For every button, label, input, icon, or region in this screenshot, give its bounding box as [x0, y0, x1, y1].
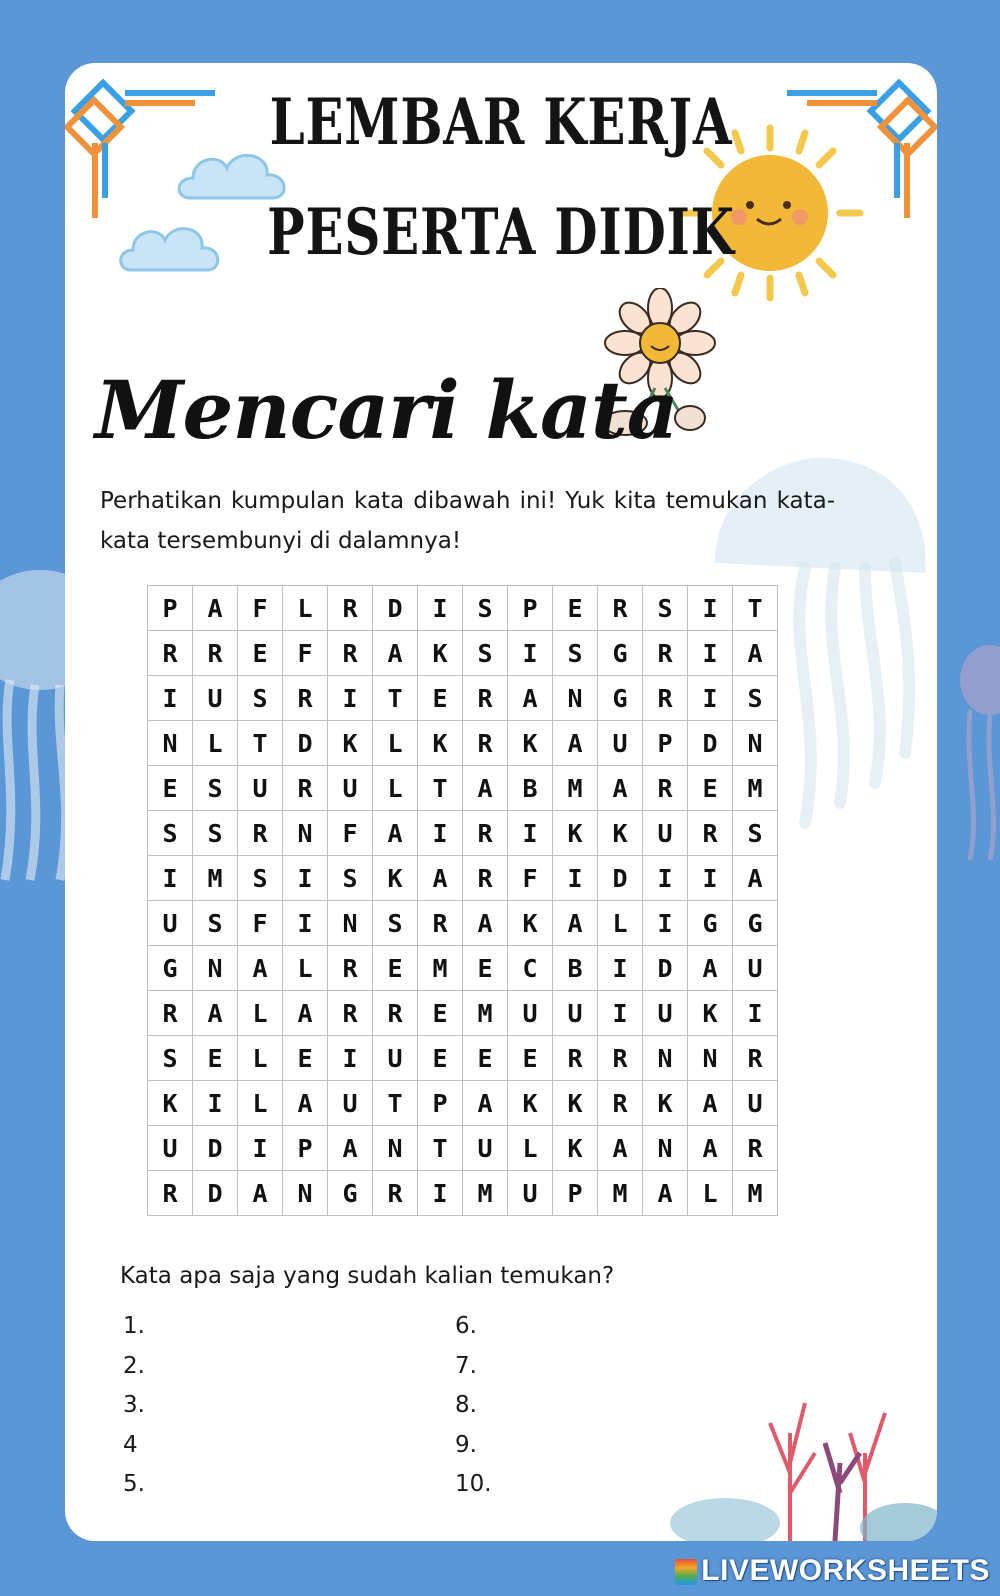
grid-cell[interactable]: D	[688, 721, 733, 766]
grid-cell[interactable]: K	[598, 811, 643, 856]
grid-cell[interactable]: I	[643, 856, 688, 901]
grid-cell[interactable]: R	[193, 631, 238, 676]
grid-cell[interactable]: R	[463, 811, 508, 856]
grid-cell[interactable]: A	[553, 901, 598, 946]
grid-cell[interactable]: R	[598, 586, 643, 631]
grid-cell[interactable]: N	[328, 901, 373, 946]
grid-cell[interactable]: R	[733, 1036, 778, 1081]
grid-row	[148, 1126, 778, 1171]
answer-line[interactable]: 1.	[123, 1313, 145, 1339]
answer-line[interactable]: 3.	[123, 1392, 145, 1418]
grid-cell[interactable]: A	[643, 1171, 688, 1216]
grid-cell[interactable]: M	[733, 766, 778, 811]
grid-cell[interactable]: U	[148, 901, 193, 946]
answer-line[interactable]: 6.	[455, 1313, 477, 1339]
grid-cell[interactable]: A	[688, 946, 733, 991]
grid-cell[interactable]: B	[508, 766, 553, 811]
grid-cell[interactable]: M	[463, 1171, 508, 1216]
grid-cell[interactable]: I	[643, 901, 688, 946]
answer-line[interactable]: 7.	[455, 1352, 477, 1379]
grid-cell[interactable]: I	[598, 946, 643, 991]
grid-cell[interactable]: K	[508, 901, 553, 946]
liveworksheets-logo-icon	[675, 1559, 697, 1585]
grid-cell[interactable]: L	[508, 1126, 553, 1171]
grid-cell[interactable]: E	[688, 766, 733, 811]
grid-cell[interactable]: E	[193, 1036, 238, 1081]
grid-row	[148, 946, 778, 991]
grid-cell[interactable]: A	[373, 631, 418, 676]
grid-cell[interactable]: G	[733, 901, 778, 946]
grid-cell[interactable]: T	[373, 676, 418, 721]
grid-cell[interactable]: U	[643, 811, 688, 856]
grid-cell[interactable]: E	[148, 766, 193, 811]
grid-cell[interactable]: G	[598, 631, 643, 676]
grid-cell[interactable]: K	[373, 856, 418, 901]
liveworksheets-watermark	[675, 1554, 990, 1588]
grid-cell[interactable]: U	[508, 1171, 553, 1216]
grid-cell[interactable]: I	[733, 991, 778, 1036]
grid-row	[148, 1171, 778, 1216]
grid-cell[interactable]: N	[373, 1126, 418, 1171]
grid-cell[interactable]: I	[283, 856, 328, 901]
grid-cell[interactable]: E	[508, 1036, 553, 1081]
grid-cell[interactable]: L	[283, 586, 328, 631]
grid-cell[interactable]: U	[553, 991, 598, 1036]
grid-cell[interactable]: K	[553, 1126, 598, 1171]
grid-cell[interactable]: T	[373, 1081, 418, 1126]
grid-cell[interactable]: I	[688, 856, 733, 901]
grid-cell[interactable]: A	[598, 766, 643, 811]
grid-cell[interactable]: L	[238, 1081, 283, 1126]
grid-cell[interactable]: N	[283, 811, 328, 856]
worksheet-title-line1: LEMBAR KERJA	[269, 85, 733, 160]
grid-cell[interactable]: P	[643, 721, 688, 766]
grid-row	[148, 631, 778, 676]
grid-cell[interactable]: L	[373, 766, 418, 811]
answer-list-left	[123, 1313, 145, 1511]
grid-row	[148, 676, 778, 721]
jellyfish-icon	[950, 640, 1000, 860]
grid-cell[interactable]: G	[598, 676, 643, 721]
grid-cell[interactable]: S	[463, 631, 508, 676]
grid-cell[interactable]: M	[598, 1171, 643, 1216]
grid-cell[interactable]: D	[373, 586, 418, 631]
grid-cell[interactable]: L	[373, 721, 418, 766]
grid-cell[interactable]: K	[508, 721, 553, 766]
grid-row	[148, 766, 778, 811]
grid-cell[interactable]: A	[463, 766, 508, 811]
grid-cell[interactable]: M	[193, 856, 238, 901]
grid-cell[interactable]: E	[373, 946, 418, 991]
grid-cell[interactable]: S	[373, 901, 418, 946]
answer-line[interactable]: 4	[123, 1431, 138, 1458]
grid-cell[interactable]: R	[463, 856, 508, 901]
answer-list-right	[455, 1313, 492, 1511]
grid-cell[interactable]: N	[148, 721, 193, 766]
grid-cell[interactable]: T	[418, 1126, 463, 1171]
grid-cell[interactable]: N	[643, 1036, 688, 1081]
grid-cell[interactable]: U	[328, 766, 373, 811]
grid-cell[interactable]: R	[643, 766, 688, 811]
grid-cell[interactable]: I	[418, 1171, 463, 1216]
grid-cell[interactable]: M	[463, 991, 508, 1036]
grid-cell[interactable]: G	[148, 946, 193, 991]
grid-cell[interactable]: E	[463, 1036, 508, 1081]
grid-cell[interactable]: T	[238, 721, 283, 766]
grid-cell[interactable]: A	[508, 676, 553, 721]
watermark-text: LIVEWORKSHEETS	[701, 1554, 990, 1587]
grid-cell[interactable]: I	[508, 811, 553, 856]
grid-cell[interactable]: A	[418, 856, 463, 901]
grid-cell[interactable]: K	[643, 1081, 688, 1126]
grid-cell[interactable]: I	[688, 676, 733, 721]
worksheet-page	[65, 63, 937, 1541]
grid-cell[interactable]: L	[283, 946, 328, 991]
activity-heading: Mencari kata	[95, 363, 678, 457]
grid-cell[interactable]: A	[193, 586, 238, 631]
grid-cell[interactable]: I	[688, 586, 733, 631]
grid-cell[interactable]: L	[688, 1171, 733, 1216]
grid-cell[interactable]: E	[418, 676, 463, 721]
grid-cell[interactable]: U	[373, 1036, 418, 1081]
grid-cell[interactable]: R	[328, 631, 373, 676]
grid-cell[interactable]: A	[283, 1081, 328, 1126]
grid-cell[interactable]: F	[238, 901, 283, 946]
grid-cell[interactable]: S	[328, 856, 373, 901]
answer-line[interactable]: 5.	[123, 1471, 145, 1497]
grid-cell[interactable]: R	[148, 1171, 193, 1216]
coral-icon	[665, 1373, 937, 1541]
grid-cell[interactable]: P	[508, 586, 553, 631]
grid-cell[interactable]: G	[328, 1171, 373, 1216]
grid-cell[interactable]: P	[283, 1126, 328, 1171]
grid-cell[interactable]: I	[598, 991, 643, 1036]
grid-cell[interactable]: A	[688, 1081, 733, 1126]
grid-cell[interactable]: E	[238, 631, 283, 676]
grid-cell[interactable]: F	[508, 856, 553, 901]
grid-row	[148, 811, 778, 856]
grid-cell[interactable]: S	[193, 766, 238, 811]
grid-row	[148, 1081, 778, 1126]
grid-cell[interactable]: A	[238, 1171, 283, 1216]
grid-cell[interactable]: S	[193, 811, 238, 856]
grid-row	[148, 721, 778, 766]
grid-cell[interactable]: I	[418, 586, 463, 631]
grid-cell[interactable]: S	[148, 1036, 193, 1081]
grid-cell[interactable]: L	[598, 901, 643, 946]
grid-cell[interactable]: A	[463, 901, 508, 946]
grid-cell[interactable]: I	[238, 1126, 283, 1171]
grid-cell[interactable]: K	[553, 811, 598, 856]
grid-row	[148, 586, 778, 631]
grid-cell[interactable]: R	[643, 676, 688, 721]
grid-cell[interactable]: S	[193, 901, 238, 946]
grid-cell[interactable]: D	[283, 721, 328, 766]
grid-cell[interactable]: K	[418, 631, 463, 676]
grid-cell[interactable]: K	[418, 721, 463, 766]
grid-cell[interactable]: E	[283, 1036, 328, 1081]
grid-cell[interactable]: A	[598, 1126, 643, 1171]
grid-cell[interactable]: E	[463, 946, 508, 991]
grid-cell[interactable]: R	[463, 676, 508, 721]
instructions-text: Perhatikan kumpulan kata dibawah ini! Yuk kita temukan kata-kata tersembunyi di dalamnya!	[100, 488, 835, 554]
grid-cell[interactable]: U	[148, 1126, 193, 1171]
grid-cell[interactable]: S	[733, 676, 778, 721]
grid-cell[interactable]: A	[463, 1081, 508, 1126]
grid-cell[interactable]: U	[193, 676, 238, 721]
answer-question: Kata apa saja yang sudah kalian temukan?	[120, 1263, 615, 1289]
grid-cell[interactable]: R	[373, 991, 418, 1036]
grid-cell[interactable]: S	[238, 676, 283, 721]
grid-cell[interactable]: I	[328, 1036, 373, 1081]
grid-cell[interactable]: F	[283, 631, 328, 676]
grid-cell[interactable]: F	[328, 811, 373, 856]
grid-cell[interactable]: S	[643, 586, 688, 631]
grid-cell[interactable]: R	[553, 1036, 598, 1081]
grid-cell[interactable]: R	[283, 676, 328, 721]
grid-cell[interactable]: E	[418, 991, 463, 1036]
grid-cell[interactable]: I	[148, 856, 193, 901]
grid-cell[interactable]: K	[328, 721, 373, 766]
grid-cell[interactable]: L	[238, 1036, 283, 1081]
grid-cell[interactable]: E	[553, 586, 598, 631]
grid-cell[interactable]: R	[148, 991, 193, 1036]
grid-cell[interactable]: A	[733, 631, 778, 676]
grid-cell[interactable]: L	[238, 991, 283, 1036]
grid-cell[interactable]: I	[283, 901, 328, 946]
grid-cell[interactable]: M	[733, 1171, 778, 1216]
grid-cell[interactable]: R	[373, 1171, 418, 1216]
grid-cell[interactable]: A	[193, 991, 238, 1036]
grid-cell[interactable]: U	[733, 1081, 778, 1126]
grid-cell[interactable]: B	[553, 946, 598, 991]
grid-cell[interactable]: N	[643, 1126, 688, 1171]
grid-cell[interactable]: A	[688, 1126, 733, 1171]
grid-cell[interactable]: I	[148, 676, 193, 721]
grid-row	[148, 991, 778, 1036]
grid-cell[interactable]: P	[553, 1171, 598, 1216]
grid-cell[interactable]: S	[148, 811, 193, 856]
grid-cell[interactable]: I	[193, 1081, 238, 1126]
grid-cell[interactable]: N	[283, 1171, 328, 1216]
grid-cell[interactable]: A	[733, 856, 778, 901]
grid-cell[interactable]: K	[148, 1081, 193, 1126]
grid-cell[interactable]: N	[688, 1036, 733, 1081]
grid-cell[interactable]: P	[148, 586, 193, 631]
grid-cell[interactable]: R	[598, 1081, 643, 1126]
grid-cell[interactable]: S	[463, 586, 508, 631]
grid-cell[interactable]: T	[418, 766, 463, 811]
grid-cell[interactable]: C	[508, 946, 553, 991]
answer-line[interactable]: 8.	[455, 1392, 477, 1418]
grid-row	[148, 1036, 778, 1081]
grid-cell[interactable]: G	[688, 901, 733, 946]
grid-cell[interactable]: U	[643, 991, 688, 1036]
grid-cell[interactable]: I	[553, 856, 598, 901]
grid-cell[interactable]: K	[688, 991, 733, 1036]
grid-cell[interactable]: R	[148, 631, 193, 676]
grid-row	[148, 856, 778, 901]
grid-row	[148, 901, 778, 946]
grid-cell[interactable]: R	[238, 811, 283, 856]
grid-cell[interactable]: A	[328, 1126, 373, 1171]
grid-cell[interactable]: A	[373, 811, 418, 856]
grid-cell[interactable]: R	[283, 766, 328, 811]
grid-cell[interactable]: R	[643, 631, 688, 676]
grid-cell[interactable]: N	[553, 676, 598, 721]
grid-cell[interactable]: A	[238, 946, 283, 991]
grid-cell[interactable]: I	[328, 676, 373, 721]
answer-line[interactable]: 10.	[455, 1471, 492, 1497]
grid-cell[interactable]: U	[508, 991, 553, 1036]
answer-line[interactable]: 9.	[455, 1431, 477, 1458]
grid-cell[interactable]: T	[733, 586, 778, 631]
grid-cell[interactable]: P	[418, 1081, 463, 1126]
worksheet-title-line2: PESERTA DIDIK	[267, 195, 735, 270]
grid-cell[interactable]: R	[688, 811, 733, 856]
grid-cell[interactable]: R	[598, 1036, 643, 1081]
word-search-grid	[147, 585, 778, 1216]
grid-cell[interactable]: U	[598, 721, 643, 766]
grid-cell[interactable]: U	[328, 1081, 373, 1126]
grid-cell[interactable]: M	[418, 946, 463, 991]
grid-cell[interactable]: I	[418, 811, 463, 856]
grid-cell[interactable]: K	[553, 1081, 598, 1126]
grid-cell[interactable]: U	[238, 766, 283, 811]
grid-cell[interactable]: I	[688, 631, 733, 676]
grid-cell[interactable]: D	[193, 1126, 238, 1171]
grid-cell[interactable]: D	[643, 946, 688, 991]
grid-cell[interactable]: U	[733, 946, 778, 991]
grid-cell[interactable]: D	[598, 856, 643, 901]
grid-cell[interactable]: A	[283, 991, 328, 1036]
grid-cell[interactable]: F	[238, 586, 283, 631]
grid-cell[interactable]: D	[193, 1171, 238, 1216]
grid-cell[interactable]: R	[328, 946, 373, 991]
grid-cell[interactable]: U	[463, 1126, 508, 1171]
grid-cell[interactable]: L	[193, 721, 238, 766]
grid-cell[interactable]: I	[508, 631, 553, 676]
grid-cell[interactable]: K	[508, 1081, 553, 1126]
grid-cell[interactable]: N	[193, 946, 238, 991]
grid-cell[interactable]: R	[328, 991, 373, 1036]
grid-cell[interactable]: A	[553, 721, 598, 766]
grid-cell[interactable]: E	[418, 1036, 463, 1081]
answer-line[interactable]: 2.	[123, 1352, 145, 1379]
grid-cell[interactable]: R	[418, 901, 463, 946]
grid-cell[interactable]: R	[463, 721, 508, 766]
grid-cell[interactable]: R	[733, 1126, 778, 1171]
grid-cell[interactable]: S	[553, 631, 598, 676]
grid-cell[interactable]: R	[328, 586, 373, 631]
grid-cell[interactable]: S	[733, 811, 778, 856]
grid-cell[interactable]: N	[733, 721, 778, 766]
grid-cell[interactable]: M	[553, 766, 598, 811]
grid-cell[interactable]: S	[238, 856, 283, 901]
